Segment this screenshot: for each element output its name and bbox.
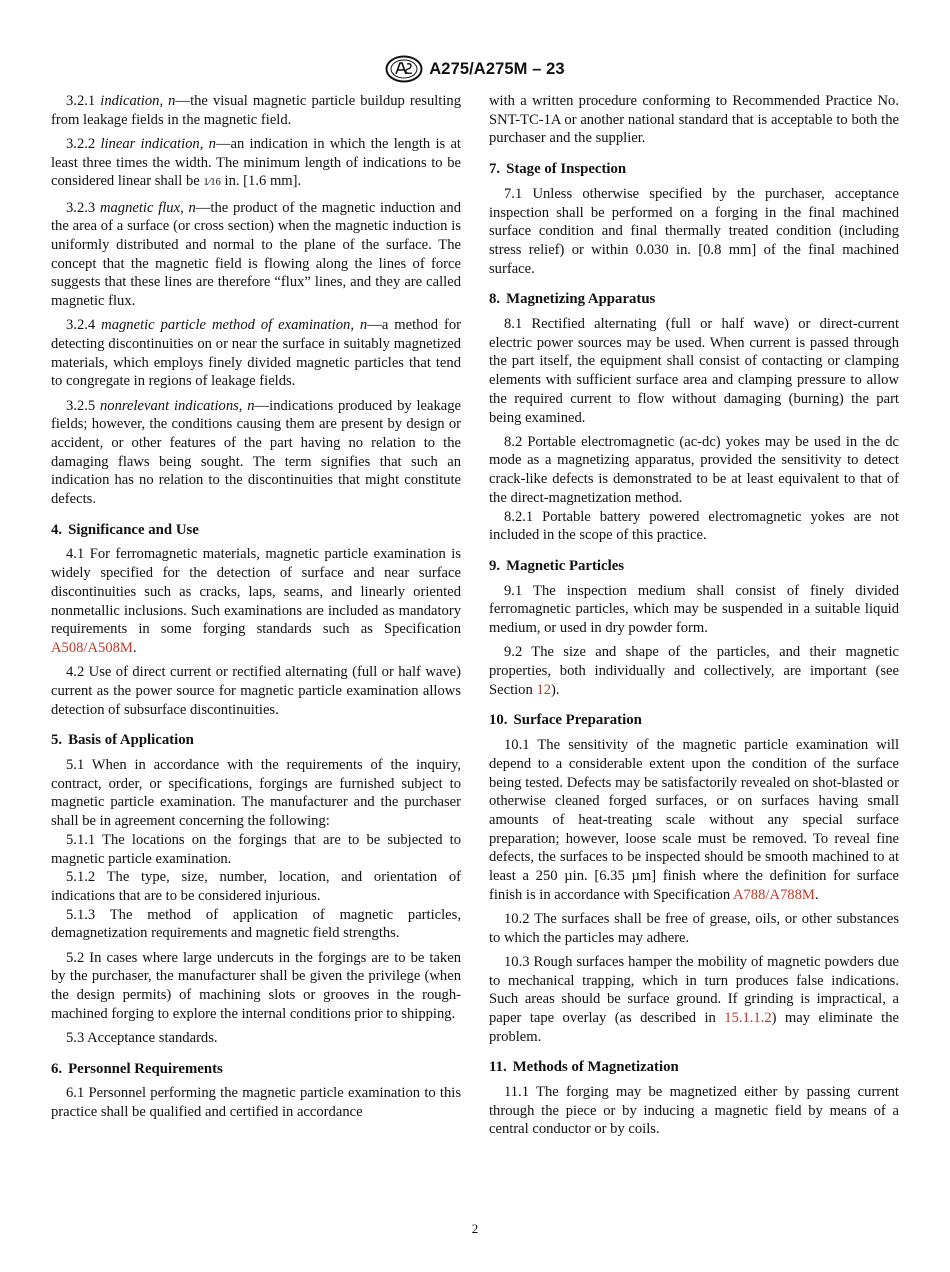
paragraph-9-2: 9.2 The size and shape of the particles, and their magnetic properties, both individually and collectively, are important (see Section 12).: [489, 644, 899, 698]
link-section-12[interactable]: 12: [536, 681, 552, 698]
section-heading-4: 4. Significance and Use: [51, 521, 199, 538]
paragraph-8-2-1: 8.2.1 Portable battery powered electromagnetic yokes are not included in the scope of this practice.: [489, 508, 899, 544]
paragraph-10-1: 10.1 The sensitivity of the magnetic particle examination will depend to a considerable extent upon the condition of the surface being tested. Defects may be satisfactorily revealed on shot-blasted or otherwise cleaned forged surfaces, or on surfaces having small amounts of heat-treating scale without any special surface preparation; however, loose scale must be removed. To reveal fine defects, the surfaces to be inspected should be smooth machined to at least a 250 µin. [6.35 µm] finish where the definition for surface finish is in accordance with Specification A788/A788M.: [489, 737, 899, 903]
page-number: 2: [471, 1221, 479, 1236]
paragraph-5-1: 5.1 When in accordance with the requirements of the inquiry, contract, order, or specifications, forgings are furnished subject to magnetic particle examination. The manufacturer and the purchaser shall be in agreement concerning the following:: [51, 757, 461, 830]
section-heading-10: 10. Surface Preparation: [489, 712, 642, 729]
right-column: [489, 92, 899, 1145]
paragraph-6-1: 6.1 Personnel performing the magnetic particle examination to this practice shall be qualified and certified in accordance: [51, 1085, 461, 1120]
section-heading-9: 9. Magnetic Particles: [489, 557, 625, 574]
paragraph-3-2-2: 3.2.2 linear indication, n—an indication in which the length is at least three times the width. The minimum length of indications to be considered linear shall be 1⁄16 in. [1.6 mm].: [51, 135, 461, 190]
paragraph-7-1: 7.1 Unless otherwise specified by the purchaser, acceptance inspection shall be performed on a forging in the final machined surface condition and final thermally treated condition (including stress relief) or within 0.030 in. [0.8 mm] of the final machined surface.: [489, 185, 899, 277]
paragraph-3-2-3: 3.2.3 magnetic flux, n—the product of the magnetic induction and the area of a surface (or cross section) when the magnetic induction is uniformly distributed and normal to the plane of the surface. The concept that the magnetic field is flowing along the lines of force suggests that these lines are therefore “flux” lines, and they are called magnetic flux.: [51, 199, 462, 310]
paragraph-8-1: 8.1 Rectified alternating (full or half wave) or direct-current electric power sources may be used. When current is passed through the part itself, the equipment shall consist of contacting or clamping elements with sufficient surface area and clamping pressure to allow the required current to flow without damaging (burning) the part being examined.: [489, 316, 899, 426]
paragraph-4-1: 4.1 For ferromagnetic materials, magnetic particle examination is widely specified for the detection of surface and near surface discontinuities such as cracks, laps, seams, and linearly oriented nonmetallic inclusions. Such examinations are included as mandatory requirements in some forging standards such as Specification A508/A508M.: [51, 546, 461, 656]
paragraph-10-2: 10.2 The surfaces shall be free of grease, oils, or other substances to which the particles may adhere.: [489, 910, 899, 946]
link-a508[interactable]: A508/A508M: [51, 639, 133, 656]
document-designation: A275/A275M – 23: [429, 59, 565, 78]
section-heading-5: 5. Basis of Application: [51, 732, 194, 749]
paragraph-5-3: 5.3 Acceptance standards.: [66, 1029, 218, 1046]
section-heading-8: 8. Magnetizing Apparatus: [489, 291, 656, 308]
paragraph-9-1: 9.1 The inspection medium shall consist of finely divided ferromagnetic particles, which may be suspended in a suitable liquid medium, or used in dry powder form.: [489, 582, 899, 637]
paragraph-8-2: 8.2 Portable electromagnetic (ac-dc) yokes may be used in the dc mode as a magnetizing apparatus, provided the sensitivity to detect crack-like defects is demonstrated to be at least equivalent to that of the direct-magnetization method.: [489, 433, 899, 506]
section-heading-7: 7. Stage of Inspection: [489, 161, 627, 178]
paragraph-5-1-2: 5.1.2 The type, size, number, location, and orientation of indications that are to be considered injurious.: [51, 869, 461, 904]
paragraph-11-1: 11.1 The forging may be magnetized either by passing current through the piece or by inducing a magnetic field by means of a central conductor or by coils.: [489, 1084, 899, 1138]
paragraph-10-3: 10.3 Rough surfaces hamper the mobility of magnetic powders due to mechanical trapping, which in turn produces false indications. Such areas should be surface ground. If grinding is impractical, a paper tape overlay (as described in 15.1.1.2) may eliminate the problem.: [489, 953, 899, 1045]
left-column: [51, 92, 461, 1127]
paragraph-4-2: 4.2 Use of direct current or rectified alternating (full or half wave) current as the power source for magnetic particle examination allows detection of subsurface discontinuities.: [51, 664, 461, 718]
link-a788[interactable]: A788/A788M: [732, 886, 815, 903]
paragraph-5-1-1: 5.1.1 The locations on the forgings that are to be subjected to magnetic particle examination.: [51, 831, 461, 867]
paragraph-5-1-3: 5.1.3 The method of application of magnetic particles, demagnetization requirements and magnetic field strengths.: [51, 906, 461, 942]
paragraph-3-2-5: 3.2.5 nonrelevant indications, n—indications produced by leakage fields; however, the conditions causing them are present by design or accident, or other features of the part having no relation to the damaging flaws being sought. The term signifies that such an indication has no relation to the discontinuities that might constitute defects.: [51, 397, 462, 508]
astm-logo-icon: [385, 55, 423, 83]
paragraph-3-2-1: 3.2.1 indication, n—the visual magnetic particle buildup resulting from leakage fields in the magnetic field.: [51, 93, 461, 128]
section-heading-6: 6. Personnel Requirements: [51, 1060, 223, 1077]
paragraph-3-2-4: 3.2.4 magnetic particle method of examination, n—a method for detecting discontinuities on or near the surface in suitably magnetized materials, which employs finely divided magnetic particles that tend to congregate in regions of leakage fields.: [51, 317, 461, 390]
link-15-1-1-2[interactable]: 15.1.1.2: [724, 1009, 772, 1026]
paragraph-5-2: 5.2 In cases where large undercuts in the forgings are to be taken by the purchaser, the manufacturer shall be given the privilege (when the design permits) of machining slots or grooves in the rough-machined forging to explore the internal conditions prior to shipping.: [51, 949, 461, 1022]
paragraph-6-1-continued: with a written procedure conforming to Recommended Practice No. SNT-TC-1A or another national standard that is acceptable to both the purchaser and the supplier.: [489, 93, 899, 147]
page-header: [0, 52, 950, 86]
section-heading-11: 11. Methods of Magnetization: [489, 1059, 679, 1076]
